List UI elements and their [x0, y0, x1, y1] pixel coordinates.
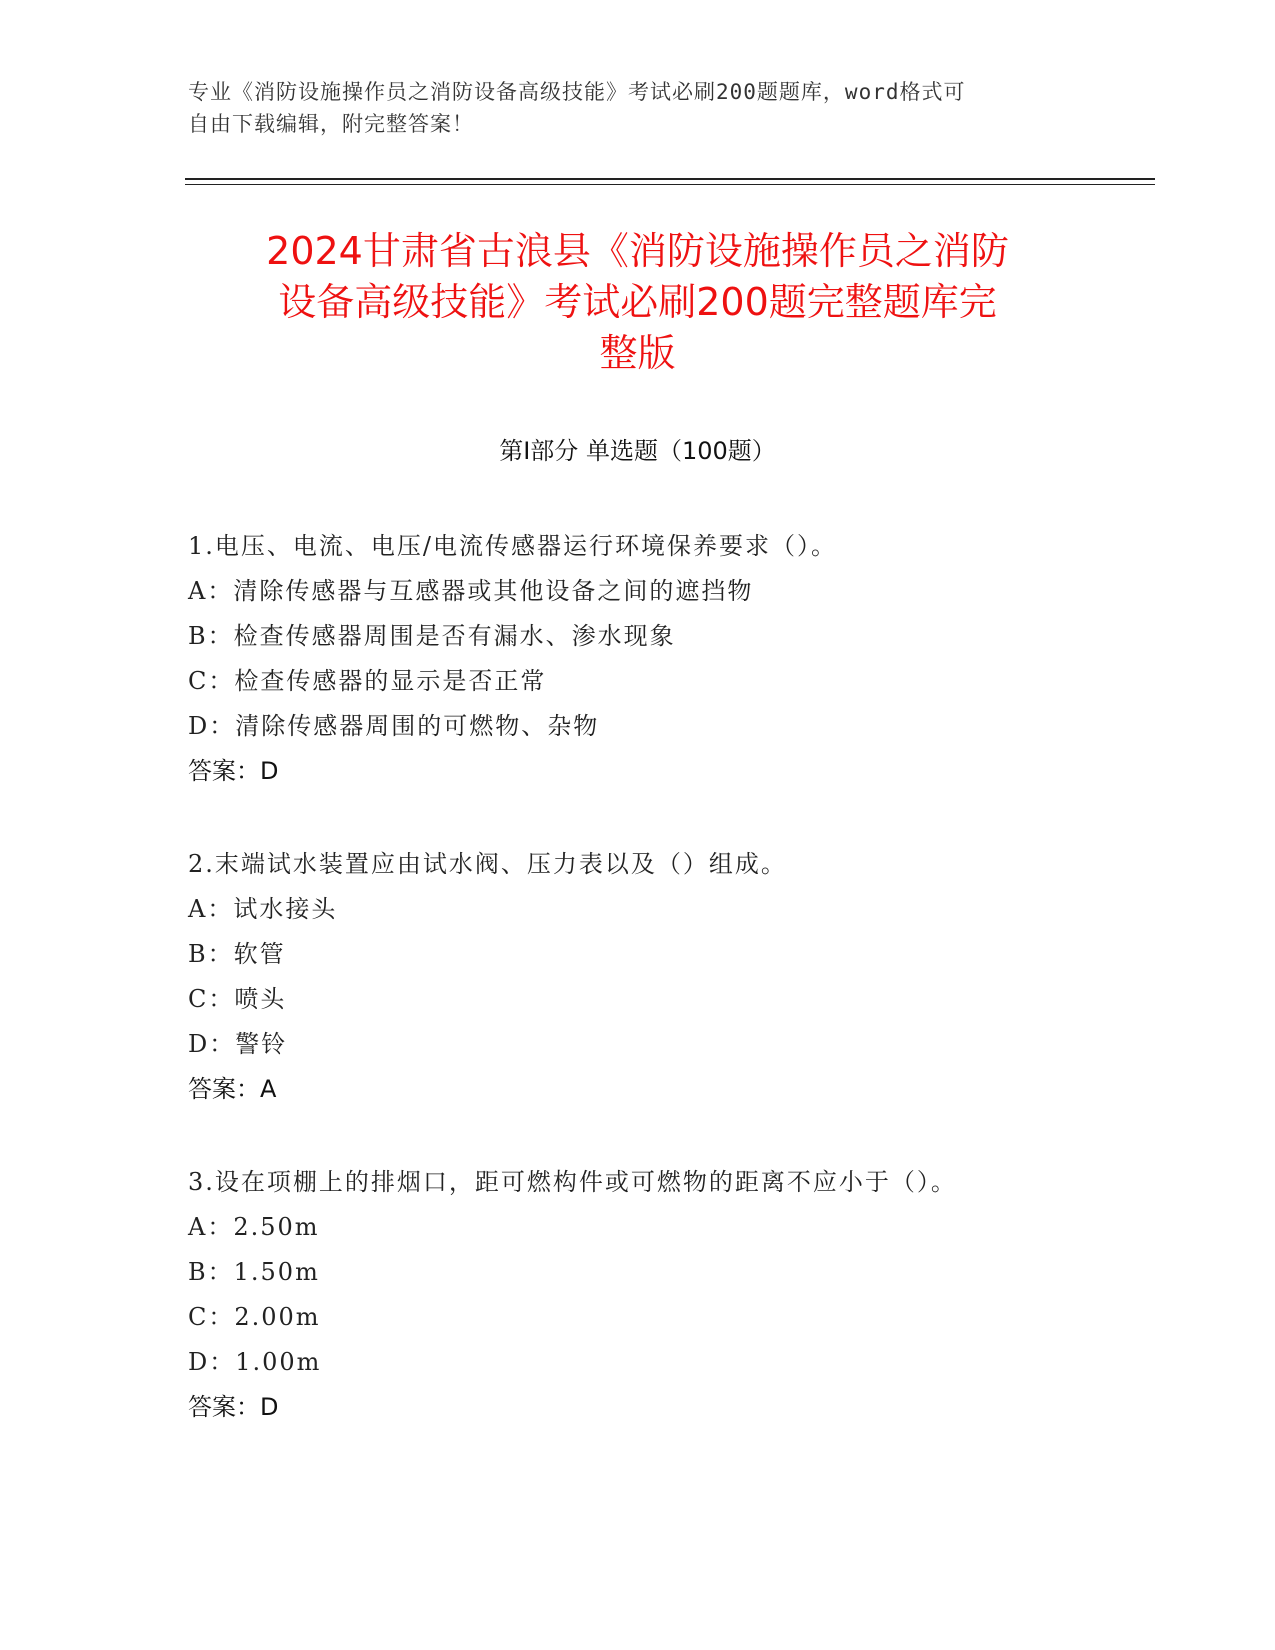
- answer: 答案：A: [188, 1075, 277, 1103]
- header-note-line: 自由下载编辑，附完整答案！: [188, 112, 474, 136]
- option-b: B：1.50m: [188, 1258, 320, 1286]
- question-item: [188, 842, 1138, 1112]
- title-line: 2024甘肃省古浪县《消防设施操作员之消防: [266, 229, 1009, 273]
- question-stem: 3.设在项棚上的排烟口，距可燃构件或可燃物的距离不应小于（）。: [188, 1168, 957, 1196]
- header-note-line: 专业《消防设施操作员之消防设备高级技能》考试必刷200题题库，word格式可: [188, 80, 966, 104]
- answer: 答案：D: [188, 757, 279, 785]
- answer: 答案：D: [188, 1393, 279, 1421]
- title-line: 整版: [599, 331, 676, 375]
- option-a: A：试水接头: [188, 895, 338, 923]
- option-c: C：2.00m: [188, 1303, 321, 1331]
- header-divider: [185, 178, 1155, 180]
- question-stem: 2.末端试水装置应由试水阀、压力表以及（）组成。: [188, 850, 787, 878]
- question-item: [188, 1160, 1138, 1430]
- option-c: C：喷头: [188, 985, 287, 1013]
- option-c: C：检查传感器的显示是否正常: [188, 667, 547, 695]
- option-d: D：警铃: [188, 1030, 288, 1058]
- option-b: B：检查传感器周围是否有漏水、渗水现象: [188, 622, 676, 650]
- option-a: A：清除传感器与互感器或其他设备之间的遮挡物: [188, 577, 754, 605]
- option-a: A：2.50m: [188, 1213, 320, 1241]
- question-stem: 1.电压、电流、电压/电流传感器运行环境保养要求（）。: [188, 532, 837, 560]
- question-item: [188, 524, 1138, 794]
- option-b: B：软管: [188, 940, 286, 968]
- header-divider: [185, 184, 1155, 185]
- header-note: [188, 76, 1068, 140]
- option-d: D：1.00m: [188, 1348, 322, 1376]
- document-title: [150, 226, 1125, 379]
- option-d: D：清除传感器周围的可燃物、杂物: [188, 712, 600, 740]
- section-heading: 第I部分 单选题（100题）: [499, 437, 776, 465]
- title-line: 设备高级技能》考试必刷200题完整题库完: [278, 280, 997, 324]
